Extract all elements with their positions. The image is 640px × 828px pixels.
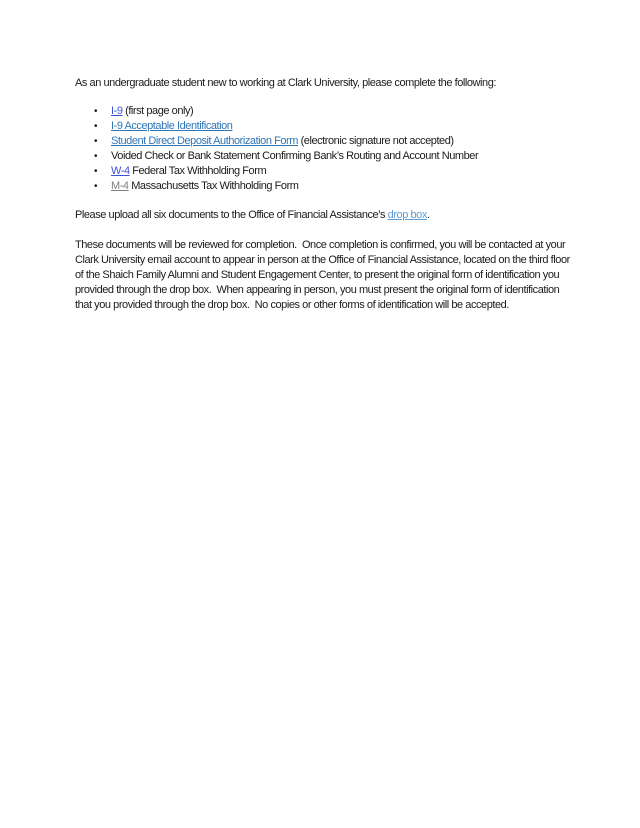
list-item-content [111, 164, 575, 179]
list-item-content [111, 149, 575, 164]
list-item [75, 179, 575, 194]
bullet-icon: • [94, 166, 98, 177]
list-item-content [111, 119, 575, 134]
student-direct-deposit-form-link[interactable]: Student Direct Deposit Authorization Form [111, 135, 298, 147]
i9-link[interactable]: I-9 [111, 105, 123, 117]
list-item [75, 119, 575, 134]
review-paragraph: These documents will be reviewed for completion. Once completion is confirmed, you will be contacted at your Clark University email account to appear in person at the Office of Financial Assistance, located on the third floor of the Shaich Family Alumni and Student Engagement Center, to present the original form of identification you provided through the drop box. When appearing in person, you must present the original form of identification that you provided through the drop box. No copies or other forms of identification will be accepted. [75, 239, 573, 311]
bullet-icon: • [94, 136, 98, 147]
list-item [75, 134, 575, 149]
list-item-text: (electronic signature not accepted) [297, 135, 454, 147]
list-item [75, 104, 575, 119]
list-item [75, 149, 575, 164]
list-item-content [111, 179, 575, 194]
list-item-content [111, 104, 575, 119]
bullet-icon: • [94, 181, 98, 192]
i9-acceptable-identification-link[interactable]: I-9 Acceptable Identification [111, 120, 233, 132]
upload-text-after: . [426, 209, 430, 221]
document-checklist [75, 104, 575, 194]
upload-paragraph [75, 208, 575, 223]
w4-link[interactable]: W-4 [111, 165, 130, 177]
m4-link[interactable]: M-4 [111, 180, 129, 192]
upload-text-before: Please upload all six documents to the Office of Financial Assistance’s [75, 209, 388, 221]
drop-box-link[interactable]: drop box [387, 209, 427, 221]
intro-paragraph: As an undergraduate student new to working at Clark University, please complete the following: [75, 77, 496, 89]
list-item-text: (first page only) [122, 105, 194, 117]
list-item-text: Massachusetts Tax Withholding Form [128, 180, 299, 192]
list-item [75, 164, 575, 179]
list-item-text: Voided Check or Bank Statement Confirming Bank’s Routing and Account Number [111, 150, 479, 162]
bullet-icon: • [94, 106, 98, 117]
list-item-content [111, 134, 575, 149]
bullet-icon: • [94, 121, 98, 132]
document-content [75, 76, 575, 313]
list-item-text: Federal Tax Withholding Form [129, 165, 267, 177]
bullet-icon: • [94, 151, 98, 162]
